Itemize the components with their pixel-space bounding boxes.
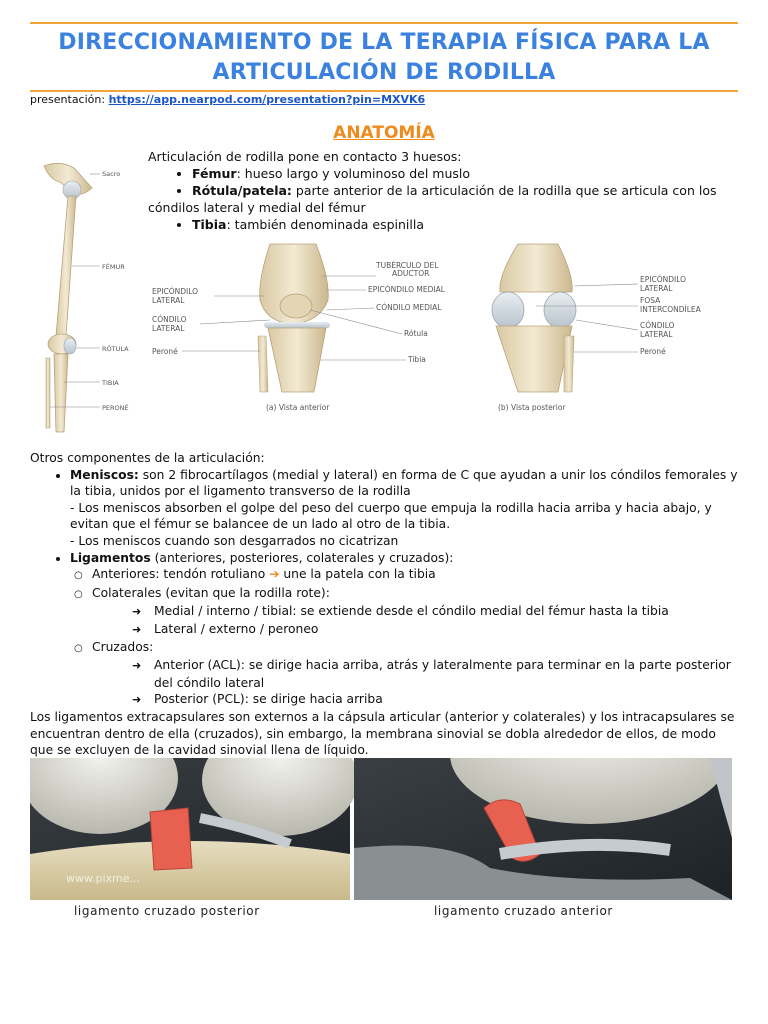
anatomy-intro-text: Articulación de rodilla pone en contacto 3 huesos: (148, 149, 462, 164)
list-item: ○ Anteriores: tendón rotuliano ➔ une la patela con la tibia (92, 566, 740, 585)
photo-watermark: www.pixme... (66, 872, 140, 885)
leg-label-femur: FÉMUR (102, 263, 125, 271)
leg-label-rotula: RÓTULA (102, 345, 129, 353)
caption-pcl: ligamento cruzado posterior (74, 904, 260, 918)
label-epicondilo-lateral-2: LATERAL (152, 296, 185, 305)
label-tuberculo-2: ADUCTOR (392, 269, 430, 278)
label-epicondilo-lateral-1: EPICÓNDILO (152, 287, 199, 296)
label-condilo-lateral-2: LATERAL (152, 324, 185, 333)
list-item: ➜ Medial / interno / tibial: se extiende desde el cóndilo medial del fémur hasta la tibia (132, 603, 740, 621)
post-label-condilo-1: CÓNDILO (640, 321, 675, 330)
presentation-label: presentación: (30, 93, 109, 106)
photo-anterior-cruciate (354, 758, 732, 900)
post-label-perone: Peroné (640, 347, 666, 356)
colaterales-list (92, 603, 740, 638)
list-item: ○ Colaterales (evitan que la rodilla rote): ➜ Medial / interno / tibial: se extiende desde el cóndilo medial del fémur hasta la tibia ➜ Lateral / externo / peroneo (92, 585, 740, 639)
label-rotula: Rótula (404, 329, 428, 338)
post-label-condilo-2: LATERAL (640, 330, 673, 339)
list-item: ○ Cruzados: ➜ Anterior (ACL): se dirige hacia arriba, atrás y lateralmente para terminar en la parte posterior del cóndilo lateral ➜ Posterior (PCL): se dirige hacia arriba (92, 639, 740, 709)
post-label-epicondilo-2: LATERAL (640, 284, 673, 293)
caption-vista-posterior: (b) Vista posterior (498, 403, 566, 412)
top-rule (30, 22, 738, 24)
list-item: • Rótula/patela: parte anterior de la articulación de la rodilla que se articula con los (192, 182, 738, 199)
title-line-1: DIRECCIONAMIENTO DE LA TERAPIA FÍSICA PARA LA (58, 30, 710, 55)
title-line-2: ARTICULACIÓN DE RODILLA (212, 60, 556, 85)
leg-label-sacro: Sacro (102, 170, 121, 178)
caption-acl: ligamento cruzado anterior (434, 904, 613, 918)
list-item-meniscos: • Meniscos: son 2 fibrocartílagos (medial y lateral) en forma de C que ayudan a unir los cóndilos femorales y la tibia, unidos por el ligamento transverso de la rodilla - Los meniscos absorben el golpe del peso del cuerpo que empuja la rodilla hacia arriba y hacia abajo, y evitan que el fémur se balancee de un lado al otro de la tibia. - Los meniscos cuando son desgarrados no cicatrizan (70, 467, 740, 550)
knee-anatomy-figure (30, 160, 738, 440)
leg-label-tibia: TIBIA (102, 379, 119, 387)
components-intro: Otros componentes de la articulación: (30, 451, 265, 465)
list-item: ➜ Lateral / externo / peroneo (132, 621, 740, 639)
bottom-rule (30, 90, 738, 92)
post-label-epicondilo-1: EPICÓNDILO (640, 275, 687, 284)
list-item: ➜ Posterior (PCL): se dirige hacia arriba (132, 691, 740, 709)
knee-posterior-illustration (492, 244, 576, 392)
label-tuberculo-1: TUBÉRCULO DEL (376, 261, 439, 270)
list-item: ➜ Anterior (ACL): se dirige hacia arriba, atrás y lateralmente para terminar en la parte posterior del cóndilo lateral (132, 657, 740, 691)
leg-skeleton-illustration (44, 163, 129, 432)
caption-vista-anterior: (a) Vista anterior (266, 403, 330, 412)
leg-label-perone: PERONÉ (102, 404, 129, 412)
page-title (30, 28, 738, 88)
list-item: • Fémur: hueso largo y voluminoso del muslo (192, 165, 738, 182)
list-item-ligamentos: • Ligamentos (anteriores, posteriores, colaterales y cruzados): ○ Anteriores: tendón rotuliano ➔ une la patela con la tibia ○ Colaterales (evitan que la rodilla rote): ➜ Medial / interno / tibial: se extiende desde el cóndilo medial del fémur hasta la tibia ➜ Lateral / externo / peroneo ○ Cruzados: ➜ Anterior (ACL): se dirige hacia arriba, atrás y lateralmente para terminar en la parte posterior del cóndilo lateral ➜ Posterior (PCL): se dirige hacia arriba (70, 550, 740, 709)
closing-paragraph: Los ligamentos extracapsulares son externos a la cápsula articular (anterior y colaterales) y los intracapsulares se encuentran dentro de ella (cruzados), sin embargo, la membrana sinovial se dobla alrededor de ellos, de modo que se excluyen de la cavidad sinovial llena de líquido. (30, 709, 735, 758)
post-label-fosa-1: FOSA (640, 296, 661, 305)
post-label-fosa-2: INTERCONDÍLEA (640, 305, 701, 314)
photo-posterior-cruciate (30, 758, 358, 900)
presentation-line (30, 93, 425, 106)
section-heading-anatomy: ANATOMÍA (333, 123, 435, 143)
label-epicondilo-medial: EPICÓNDILO MEDIAL (368, 285, 445, 294)
label-condilo-lateral-1: CÓNDILO (152, 315, 187, 324)
bone-2-continuation: cóndilos lateral y medial del fémur (148, 200, 366, 215)
components-section (30, 450, 740, 759)
label-tibia-anterior: Tibia (408, 355, 426, 364)
label-perone-anterior: Peroné (152, 347, 178, 356)
label-condilo-medial: CÓNDILO MEDIAL (376, 303, 442, 312)
components-list (30, 467, 740, 709)
list-item: • Tibia: también denominada espinilla (192, 216, 738, 233)
meniscos-note-1: - Los meniscos absorben el golpe del peso del cuerpo que empuja la rodilla hacia arriba y hacia abajo, y evitan que el fémur se balancee de un lado al otro de la tibia. (70, 500, 712, 532)
arrow-right-icon: ➔ (269, 567, 280, 582)
meniscos-note-2: - Los meniscos cuando son desgarrados no cicatrizan (70, 533, 399, 548)
ligament-types-list (70, 566, 740, 709)
knee-anterior-illustration (258, 244, 330, 392)
ligament-photos (30, 758, 732, 900)
presentation-link[interactable]: https://app.nearpod.com/presentation?pin=MXVK6 (108, 93, 426, 106)
cruzados-list (92, 657, 740, 709)
